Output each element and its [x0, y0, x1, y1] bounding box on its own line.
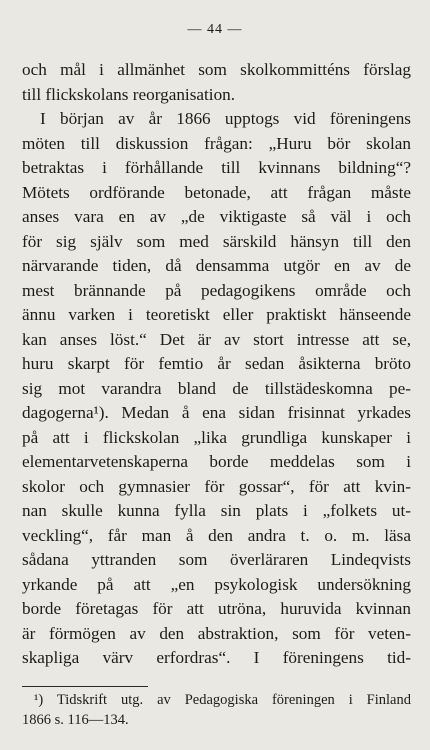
footnotes	[22, 690, 411, 730]
text-line: I början av år 1866 upptogs vid föreningens	[40, 109, 411, 128]
text-line: skapliga värv erfordras“. I föreningens tid-	[22, 648, 411, 667]
footnote-divider	[22, 686, 148, 687]
text-line: mest brännande på pedagogikens område och	[22, 280, 411, 300]
footnote-line: ¹) Tidskrift utg. av Pedagogiska föreningen i Finland	[34, 692, 411, 708]
text-line: anses vara en av „de viktigaste så väl i och	[22, 207, 411, 226]
text-line: är förmögen av den abstraktion, som för veten-	[22, 623, 411, 643]
page-number: — 44 —	[187, 22, 243, 37]
text-line: närvarande tiden, då densamma utgör en av de	[22, 256, 411, 275]
text-line: möten till diskussion frågan: „Huru bör skolan	[22, 133, 411, 153]
text-line: och mål i allmänhet som skolkommitténs förslag	[22, 60, 411, 79]
text-line: sig mot varandra bland de tillstädeskomna pe-	[22, 378, 411, 398]
text-line: för sig själv som med särskild hänsyn till den	[22, 231, 411, 251]
body-text	[22, 58, 411, 671]
text-line: till flickskolans reorganisation.	[22, 84, 236, 104]
text-line: skolor och gymnasier för gossar“, för att kvin-	[22, 476, 411, 496]
text-line: veckling“, får man å den andra t. o. m. läsa	[22, 525, 411, 545]
text-line: sådana yttranden som överläraren Lindeqvists	[22, 550, 411, 569]
text-line: betraktas i förhållande till kvinnans bildning“?	[22, 158, 411, 177]
text-line: yrkande på att „en psykologisk undersökning	[22, 574, 411, 594]
text-line: nan skulle kunna fylla sin plats i „folkets ut-	[22, 501, 411, 520]
text-line: huru skarpt för femtio år sedan åsikterna bröto	[22, 354, 411, 373]
text-line: dagogerna¹). Medan å ena sidan frisinnat yrkades	[22, 403, 411, 422]
text-line: Mötets ordförande betonade, att frågan måste	[22, 182, 411, 202]
text-line: borde företagas för att utröna, huruvida kvinnan	[22, 599, 411, 618]
text-line: elementarvetenskaperna borde meddelas som i	[22, 452, 411, 471]
footnote-line: 1866 s. 116—134.	[22, 712, 129, 728]
text-line: på att i flickskolan „lika grundliga kunskaper i	[22, 427, 411, 447]
text-line: kan anses löst.“ Det är av stort intresse att se,	[22, 329, 411, 349]
text-line: ännu varken i teoretiskt eller praktiskt hänseende	[22, 305, 411, 324]
